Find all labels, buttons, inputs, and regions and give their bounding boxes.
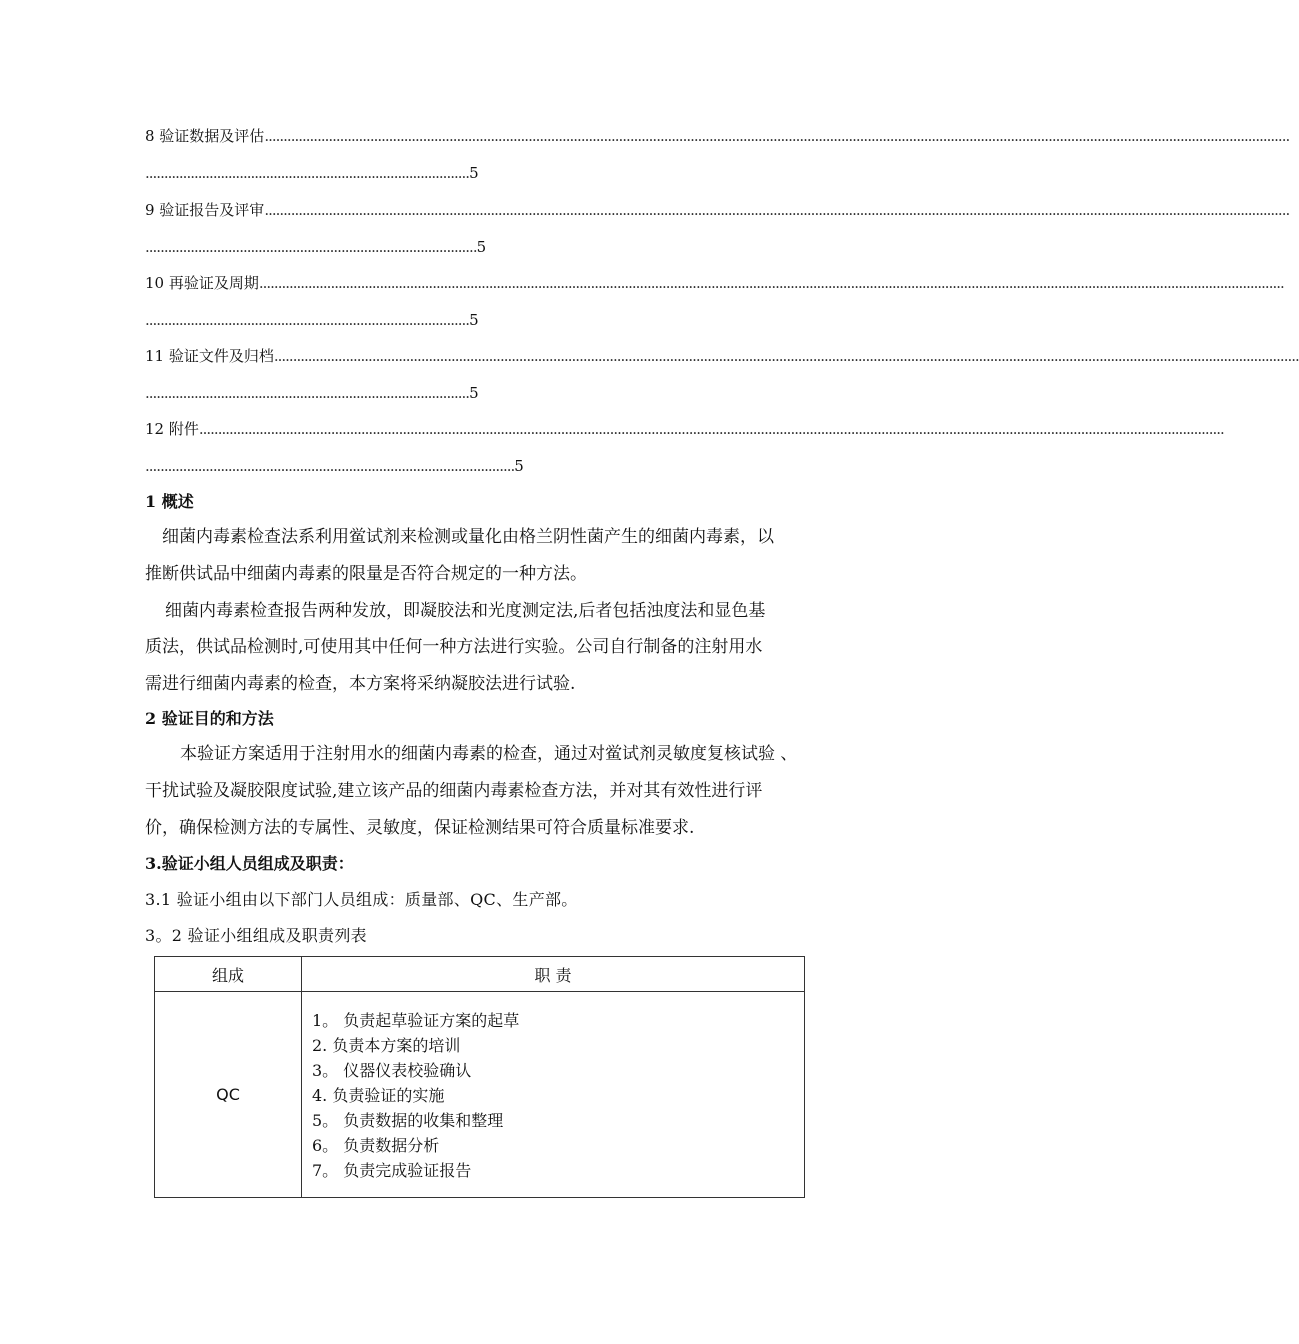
toc-leader-dots: ...................................................................................... <box>145 311 470 329</box>
toc-entry-label: 8 验证数据及评估 <box>145 127 265 145</box>
toc-page-number: 5 <box>476 238 487 256</box>
duty-item: 4. 负责验证的实施 <box>312 1086 445 1105</box>
toc-entry-label: 10 再验证及周期 <box>145 274 259 292</box>
toc-page-number: 5 <box>469 311 479 329</box>
paragraph-line: 价，确保检测方法的专属性、灵敏度，保证检测结果可符合质量标准要求. <box>145 818 695 838</box>
toc-entry-continuation <box>145 237 860 257</box>
toc-leader-dots: ........................................................................................ <box>145 238 477 256</box>
paragraph-line: 细菌内毒素检查报告两种发放，即凝胶法和光度测定法,后者包括浊度法和显色基 <box>165 601 766 621</box>
toc-entry-label: 12 附件 <box>145 420 199 438</box>
toc-leader-dots: ...................................................................................... <box>145 164 470 182</box>
duty-item: 3。 仪器仪表校验确认 <box>312 1061 472 1080</box>
table-header-duties: 职 责 <box>302 957 805 992</box>
toc-entry-label: 11 验证文件及归档 <box>145 347 274 365</box>
duty-item: 5。 负责数据的收集和整理 <box>312 1111 504 1130</box>
toc-entry[interactable] <box>145 346 1299 366</box>
toc-entry-continuation <box>145 383 860 403</box>
paragraph-line: 干扰试验及凝胶限度试验,建立该产品的细菌内毒素检查方法，并对其有效性进行评 <box>145 781 763 801</box>
duty-item: 1。 负责起草验证方案的起草 <box>312 1011 520 1030</box>
table-row <box>155 992 805 1198</box>
toc-entry-label: 9 验证报告及评审 <box>145 201 265 219</box>
duty-item: 2. 负责本方案的培训 <box>312 1036 461 1055</box>
toc-leader-dots: ...................................................................................... <box>145 384 470 402</box>
roles-table <box>154 956 805 1198</box>
toc-entry-continuation <box>145 163 860 183</box>
toc-leader-dots: ................................................................................................................................................................................................................................................................................ <box>198 420 1224 438</box>
subsection-3-1: 3.1 验证小组由以下部门人员组成：质量部、QC、生产部。 <box>145 890 578 909</box>
toc-entry-continuation <box>145 456 860 476</box>
toc-page-number: 5 <box>469 384 479 402</box>
section-heading-purpose: 2 验证目的和方法 <box>145 709 274 728</box>
duties-cell <box>302 992 805 1198</box>
toc-leader-dots: ................................................................................................................................................................................................................................................................................ <box>258 274 1284 292</box>
toc-page-number: 5 <box>514 457 524 475</box>
toc-entry[interactable] <box>145 200 1290 220</box>
paragraph-line: 质法，供试品检测时,可使用其中任何一种方法进行实验。公司自行制备的注射用水 <box>145 637 763 657</box>
paragraph-line: 推断供试品中细菌内毒素的限量是否符合规定的一种方法。 <box>145 564 587 584</box>
toc-entry[interactable] <box>145 126 1290 146</box>
toc-entry-continuation <box>145 310 860 330</box>
paragraph-line: 细菌内毒素检查法系利用鲎试剂来检测或量化由格兰阴性菌产生的细菌内毒素，以 <box>162 527 774 547</box>
table-header-row <box>155 957 805 992</box>
section-heading-overview: 1 概述 <box>145 492 194 511</box>
table-header-group: 组成 <box>155 957 302 992</box>
toc-leader-dots: ................................................................................................................................................................................................................................................................................ <box>264 127 1290 145</box>
toc-leader-dots: .................................................................................................. <box>145 457 515 475</box>
paragraph-line: 本验证方案适用于注射用水的细菌内毒素的检查，通过对鲎试剂灵敏度复核试验 、 <box>180 744 798 764</box>
duty-item: 7。 负责完成验证报告 <box>312 1161 472 1180</box>
section-heading-team: 3.验证小组人员组成及职责： <box>145 854 354 873</box>
toc-leader-dots: ................................................................................................................................................................................................................................................................................ <box>264 201 1290 219</box>
group-cell: QC <box>155 992 302 1198</box>
duty-item: 6。 负责数据分析 <box>312 1136 440 1155</box>
subsection-3-2: 3。2 验证小组组成及职责列表 <box>145 926 367 945</box>
toc-entry[interactable] <box>145 273 1284 293</box>
paragraph-line: 需进行细菌内毒素的检查，本方案将采纳凝胶法进行试验. <box>145 674 576 694</box>
toc-leader-dots: ................................................................................................................................................................................................................................................................................ <box>273 347 1299 365</box>
toc-entry[interactable] <box>145 419 1224 439</box>
toc-page-number: 5 <box>469 164 479 182</box>
